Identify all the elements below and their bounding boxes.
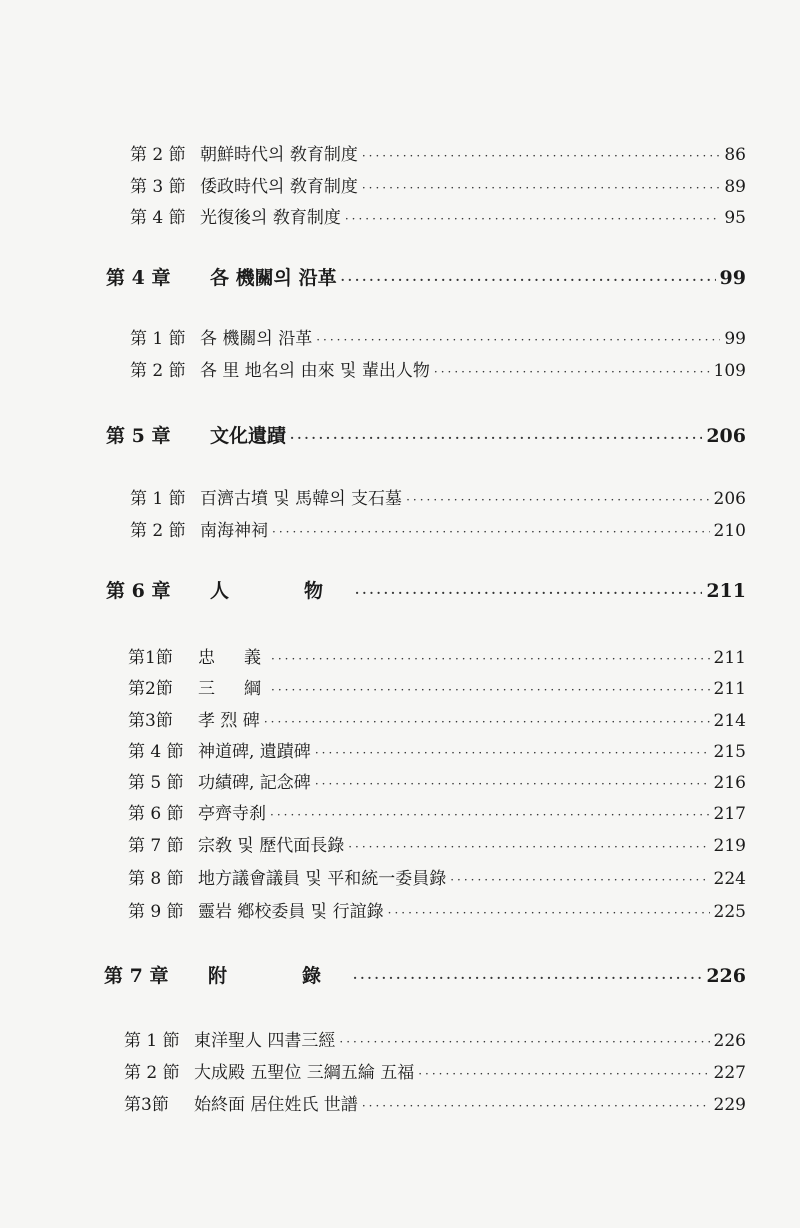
toc-entry-section	[130, 172, 746, 197]
entry-page-number: 109	[713, 361, 746, 381]
entry-label: 第 7 節	[128, 836, 184, 856]
toc-entry-section	[128, 643, 746, 668]
entry-label: 第3節	[128, 711, 173, 731]
toc-entry-section	[128, 674, 746, 699]
dot-leader	[315, 747, 710, 759]
entry-page-number: 211	[713, 648, 746, 668]
entry-title: 文化遺蹟	[210, 425, 287, 447]
toc-entry-section	[130, 203, 746, 228]
entry-page-number: 86	[724, 145, 746, 165]
dot-leader	[362, 150, 721, 162]
toc-entry-section	[130, 356, 746, 381]
entry-title: 大成殿 五聖位 三綱五綸 五福	[194, 1063, 415, 1083]
dot-leader	[264, 716, 710, 728]
dot-leader	[315, 778, 710, 790]
entry-page-number: 217	[713, 804, 746, 824]
dot-leader	[271, 684, 710, 696]
dot-leader	[316, 334, 720, 346]
dot-leader	[434, 366, 710, 378]
entry-label: 第 2 節	[130, 521, 186, 541]
entry-title: 朝鮮時代의 敎育制度	[200, 145, 358, 165]
toc-entry-section	[128, 897, 746, 922]
entry-title: 神道碑, 遺蹟碑	[198, 742, 311, 762]
entry-label: 第 9 節	[128, 902, 184, 922]
dot-leader	[270, 809, 710, 821]
entry-title: 光復後의 敎育制度	[200, 208, 341, 228]
entry-title: 地方議會議員 및 平和統一委員錄	[198, 869, 447, 889]
dot-leader	[362, 1100, 710, 1112]
entry-page-number: 211	[713, 679, 746, 699]
entry-title: 東洋聖人 四書三經	[194, 1031, 336, 1051]
entry-title: 各 里 地名의 由來 및 輩出人物	[200, 361, 430, 381]
toc-entry-section	[128, 864, 746, 889]
entry-title: 人 物	[210, 580, 352, 602]
entry-title: 附 錄	[208, 965, 350, 987]
entry-label: 第 1 節	[124, 1031, 180, 1051]
dot-leader	[388, 907, 710, 919]
entry-title: 百濟古墳 및 馬韓의 支石墓	[200, 489, 403, 509]
entry-label: 第 5 章	[106, 425, 171, 447]
toc-entry-chapter	[106, 576, 746, 603]
dot-leader	[345, 213, 721, 225]
entry-title: 亭齊寺刹	[198, 804, 266, 824]
toc-entry-section	[130, 140, 746, 165]
entry-page-number: 211	[706, 580, 746, 602]
entry-title: 靈岩 鄕校委員 및 行誼錄	[198, 902, 384, 922]
entry-page-number: 216	[713, 773, 746, 793]
entry-page-number: 226	[713, 1031, 746, 1051]
entry-label: 第 2 節	[124, 1063, 180, 1083]
entry-label: 第 5 節	[128, 773, 184, 793]
entry-title: 三 綱	[198, 679, 267, 699]
entry-label: 第 4 節	[130, 208, 186, 228]
entry-title: 倭政時代의 敎育制度	[200, 177, 358, 197]
entry-label: 第 1 節	[130, 329, 186, 349]
entry-page-number: 219	[713, 836, 746, 856]
entry-page-number: 99	[719, 267, 746, 289]
entry-label: 第2節	[128, 679, 173, 699]
dot-leader	[418, 1068, 709, 1080]
entry-label: 第 3 節	[130, 177, 186, 197]
entry-page-number: 214	[713, 711, 746, 731]
dot-leader	[290, 432, 702, 444]
toc-entry-section	[130, 516, 746, 541]
toc-entry-section	[128, 799, 746, 824]
toc-entry-section	[128, 737, 746, 762]
dot-leader	[341, 274, 716, 286]
toc-entry-section	[130, 324, 746, 349]
entry-page-number: 224	[713, 869, 746, 889]
entry-page-number: 215	[713, 742, 746, 762]
dot-leader	[353, 972, 702, 984]
entry-page-number: 225	[713, 902, 746, 922]
entry-label: 第 8 節	[128, 869, 184, 889]
entry-title: 各 機關의 沿革	[200, 329, 313, 349]
entry-title: 忠 義	[198, 648, 267, 668]
entry-label: 第 1 節	[130, 489, 186, 509]
entry-title: 宗敎 및 歷代面長錄	[198, 836, 345, 856]
dot-leader	[406, 494, 709, 506]
entry-page-number: 229	[713, 1095, 746, 1115]
entry-title: 南海神祠	[200, 521, 268, 541]
entry-label: 第3節	[124, 1095, 169, 1115]
toc-entry-chapter	[106, 263, 746, 290]
entry-title: 始終面 居住姓氏 世譜	[194, 1095, 358, 1115]
toc-entry-section	[128, 706, 746, 731]
dot-leader	[362, 182, 721, 194]
entry-page-number: 210	[713, 521, 746, 541]
entry-page-number: 95	[724, 208, 746, 228]
entry-page-number: 99	[724, 329, 746, 349]
entry-label: 第 6 節	[128, 804, 184, 824]
entry-label: 第 7 章	[104, 965, 169, 987]
toc-entry-section	[128, 831, 746, 856]
entry-title: 功績碑, 記念碑	[198, 773, 311, 793]
dot-leader	[355, 587, 702, 599]
toc-entry-section	[124, 1090, 746, 1115]
entry-title: 孝 烈 碑	[198, 711, 260, 731]
entry-label: 第 2 節	[130, 145, 186, 165]
entry-label: 第1節	[128, 648, 173, 668]
entry-page-number: 226	[706, 965, 746, 987]
dot-leader	[450, 874, 709, 886]
toc-entry-section	[124, 1058, 746, 1083]
entry-page-number: 206	[706, 425, 746, 447]
dot-leader	[272, 526, 710, 538]
toc-entry-chapter	[106, 421, 746, 448]
toc-entry-section	[130, 484, 746, 509]
dot-leader	[339, 1036, 709, 1048]
entry-label: 第 4 章	[106, 267, 171, 289]
toc-entry-chapter	[104, 961, 746, 988]
entry-label: 第 2 節	[130, 361, 186, 381]
entry-page-number: 227	[713, 1063, 746, 1083]
entry-page-number: 206	[713, 489, 746, 509]
dot-leader	[348, 841, 709, 853]
entry-page-number: 89	[724, 177, 746, 197]
dot-leader	[271, 653, 710, 665]
entry-title: 各 機關의 沿革	[210, 267, 337, 289]
toc-entry-section	[128, 768, 746, 793]
toc-entry-section	[124, 1026, 746, 1051]
entry-label: 第 6 章	[106, 580, 171, 602]
entry-label: 第 4 節	[128, 742, 184, 762]
